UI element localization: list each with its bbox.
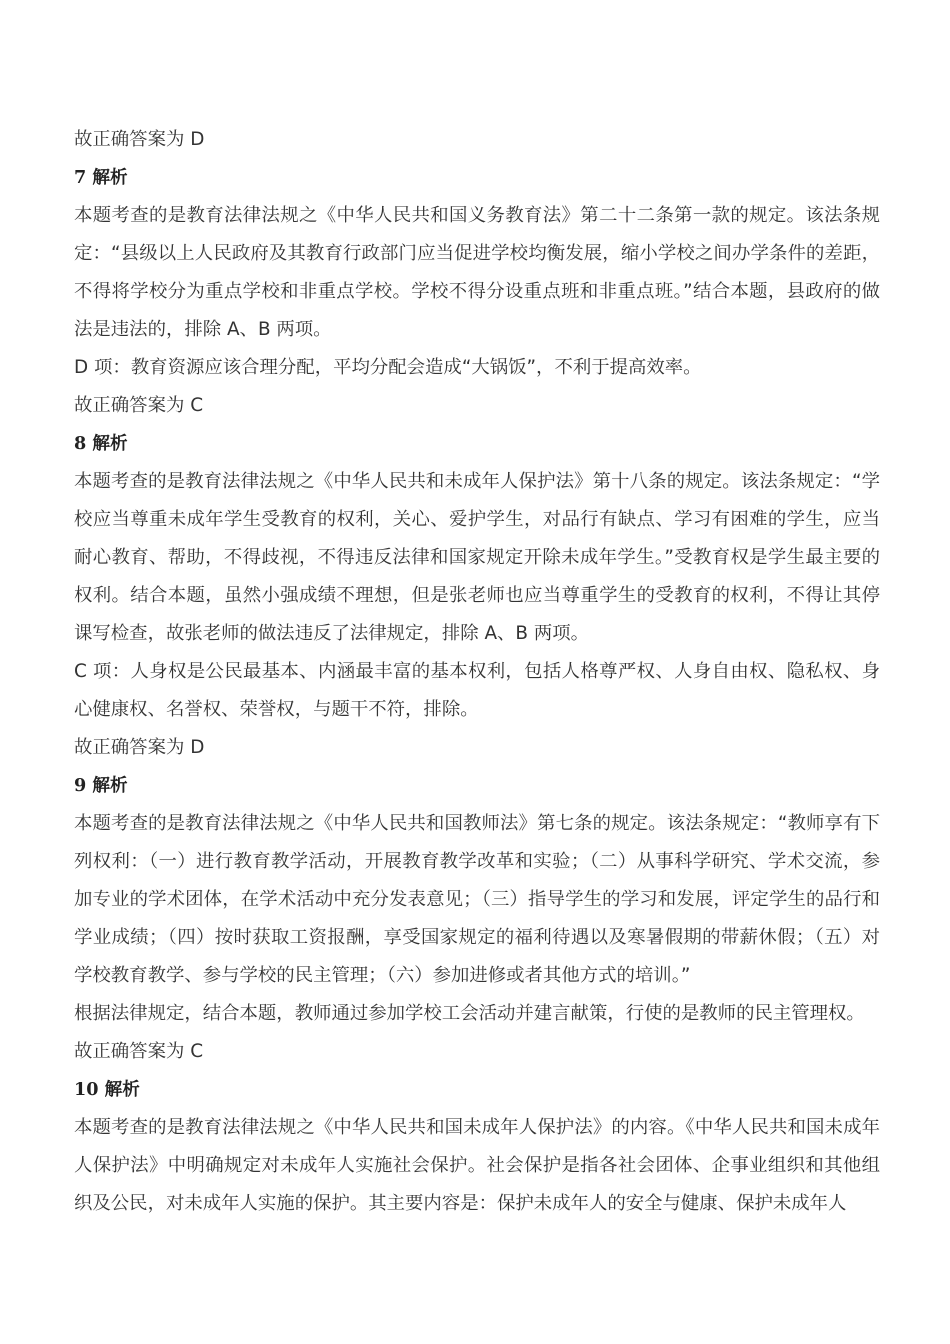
paragraph: C 项：人身权是公民最基本、内涵最丰富的基本权利，包括人格尊严权、人身自由权、隐私权、身心健康权、名誉权、荣誉权，与题干不符，排除。 [74, 661, 880, 720]
paragraph: 根据法律规定，结合本题，教师通过参加学校工会活动并建言献策，行使的是教师的民主管理权。 [74, 1003, 865, 1024]
paragraph: D 项：教育资源应该合理分配，平均分配会造成“大锅饭”，不利于提高效率。 [74, 357, 702, 378]
paragraph: 本题考查的是教育法律法规之《中华人民共和国义务教育法》第二十二条第一款的规定。该法条规定：“县级以上人民政府及其教育行政部门应当促进学校均衡发展，缩小学校之间办学条件的差距，不得将学校分为重点学校和非重点学校。学校不得分设重点班和非重点班。”结合本题，县政府的做法是违法的，排除 A、B 两项。 [74, 205, 880, 340]
section-heading-9: 9 解析 [74, 775, 128, 796]
paragraph: 本题考查的是教育法律法规之《中华人民共和国未成年人保护法》的内容。《中华人民共和国未成年人保护法》中明确规定对未成年人实施社会保护。社会保护是指各社会团体、企事业组织和其他组织及公民，对未成年人实施的保护。其主要内容是：保护未成年人的安全与健康、保护未成年人 [74, 1117, 880, 1214]
answer-line: 故正确答案为 C [74, 395, 204, 416]
document-page [74, 121, 880, 1223]
answer-line: 故正确答案为 D [74, 737, 205, 758]
section-heading-10: 10 解析 [74, 1079, 140, 1100]
section-heading-8: 8 解析 [74, 433, 128, 454]
answer-line: 故正确答案为 C [74, 1041, 204, 1062]
paragraph: 本题考查的是教育法律法规之《中华人民共和国教师法》第七条的规定。该法条规定：“教师享有下列权利：（一）进行教育教学活动，开展教育教学改革和实验；（二）从事科学研究、学术交流，参加专业的学术团体，在学术活动中充分发表意见；（三）指导学生的学习和发展，评定学生的品行和学业成绩；（四）按时获取工资报酬，享受国家规定的福利待遇以及寒暑假期的带薪休假；（五）对学校教育教学、参与学校的民主管理；（六）参加进修或者其他方式的培训。” [74, 813, 880, 986]
answer-line: 故正确答案为 D [74, 129, 205, 150]
paragraph: 本题考查的是教育法律法规之《中华人民共和未成年人保护法》第十八条的规定。该法条规定：“学校应当尊重未成年学生受教育的权利，关心、爱护学生，对品行有缺点、学习有困难的学生，应当耐心教育、帮助，不得歧视，不得违反法律和国家规定开除未成年学生。”受教育权是学生最主要的权利。结合本题，虽然小强成绩不理想，但是张老师也应当尊重学生的受教育的权利，不得让其停课写检查，故张老师的做法违反了法律规定，排除 A、B 两项。 [74, 471, 880, 644]
section-heading-7: 7 解析 [74, 167, 128, 188]
